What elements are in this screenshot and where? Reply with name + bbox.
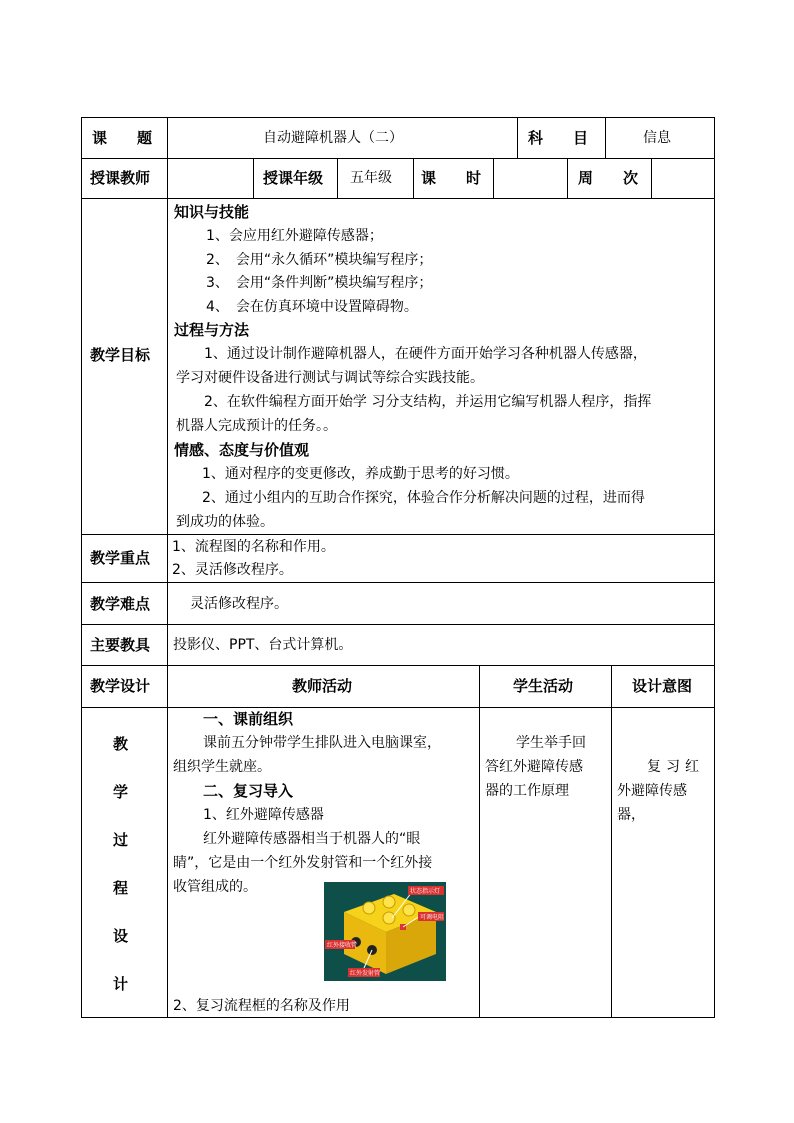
difficulty-label: 教学难点 <box>90 595 151 613</box>
process-item-2-line2: 机器人完成预计的任务。。 <box>176 418 337 434</box>
key-point-2: 2、灵活修改程序。 <box>172 562 293 578</box>
teacher-label: 授课教师 <box>90 169 151 187</box>
hours-label: 课 时 <box>421 169 482 187</box>
intent-line3: 器， <box>617 807 645 823</box>
sensor-photo <box>324 882 446 981</box>
side-char: 过 <box>113 831 129 849</box>
teacher-activity-header: 教师活动 <box>292 677 353 695</box>
side-char: 计 <box>113 975 129 993</box>
knowledge-item-2: 2、 会用“永久循环”模块编写程序； <box>206 252 433 268</box>
week-label: 周 次 <box>578 169 639 187</box>
knowledge-item-1: 1、会应用红外避障传感器； <box>206 228 383 244</box>
key-point-1: 1、流程图的名称和作用。 <box>172 539 335 555</box>
section-2-item: 1、红外避障传感器 <box>203 807 324 823</box>
col-line <box>493 158 494 198</box>
process-heading: 过程与方法 <box>174 321 250 339</box>
table-border-top <box>81 117 715 118</box>
col-line <box>167 117 168 1018</box>
table-border-right <box>714 117 715 1018</box>
side-char: 学 <box>113 783 129 801</box>
label-ir-receiver: 红外接收管 <box>327 942 358 949</box>
knowledge-item-4: 4、 会在仿真环境中设置障碍物。 <box>206 299 418 315</box>
design-label: 教学设计 <box>90 677 151 695</box>
section-1-heading: 一、课前组织 <box>203 710 294 728</box>
section-2-heading: 二、复习导入 <box>203 782 294 800</box>
row-line <box>81 534 715 535</box>
objectives-label: 教学目标 <box>90 346 151 364</box>
col-line <box>651 158 652 198</box>
review-flowchart-text: 2、复习流程框的名称及作用 <box>173 998 350 1014</box>
row-line <box>81 582 715 583</box>
emotion-item-1: 1、通对程序的变更修改，养成勤于思考的好习惯。 <box>202 466 519 482</box>
table-border-bottom <box>81 1017 715 1018</box>
design-intent-header: 设计意图 <box>632 677 693 695</box>
student-line3: 器的工作原理 <box>485 783 569 799</box>
intent-line2: 外避障传感 <box>617 783 687 799</box>
row-line <box>81 624 715 625</box>
col-line <box>253 158 254 198</box>
row-line <box>81 665 715 666</box>
grade-label: 授课年级 <box>263 169 324 187</box>
section-1-line1: 课前五分钟带学生排队进入电脑课室， <box>203 735 441 751</box>
topic-value: 自动避障机器人（二） <box>263 130 403 146</box>
process-item-1-line1: 1、通过设计制作避障机器人，在硬件方面开始学习各种机器人传感器， <box>204 346 647 362</box>
tools-text: 投影仪、PPT、台式计算机。 <box>173 637 353 653</box>
subject-label: 科 目 <box>528 129 589 147</box>
emotion-item-2-line1: 2、通过小组内的互助合作探究，体验合作分析解决问题的过程，进而得 <box>202 490 645 506</box>
knowledge-item-3: 3、 会用“条件判断”模块编写程序； <box>206 275 433 291</box>
col-line <box>567 158 568 198</box>
col-line <box>611 665 612 1018</box>
label-adjustable-resistor: 可调电阻 <box>420 914 445 921</box>
side-char: 程 <box>113 879 129 897</box>
topic-label: 课 题 <box>92 129 153 147</box>
tools-label: 主要教具 <box>90 636 151 654</box>
knowledge-heading: 知识与技能 <box>174 203 250 221</box>
subject-value: 信息 <box>643 130 671 146</box>
side-char: 设 <box>113 927 129 945</box>
process-item-2-line1: 2、在软件编程方面开始学 习分支结构，并运用它编写机器人程序，指挥 <box>204 394 652 410</box>
row-line <box>81 707 715 708</box>
col-line <box>605 117 606 158</box>
sensor-illustration <box>324 882 446 981</box>
student-activity-header: 学生活动 <box>513 677 574 695</box>
col-line <box>517 117 518 158</box>
col-line <box>337 158 338 198</box>
section-2-text3: 收管组成的。 <box>173 879 257 895</box>
intent-line1: 复习红 <box>647 759 704 775</box>
key-points-label: 教学重点 <box>90 549 151 567</box>
label-ir-emitter: 红外发射管 <box>350 970 381 977</box>
process-item-1-line2: 学习对硬件设备进行测试与调试等综合实践技能。 <box>176 370 484 386</box>
student-line1: 学生举手回 <box>516 735 586 751</box>
row-line <box>81 158 715 159</box>
grade-value: 五年级 <box>350 170 392 186</box>
col-line <box>413 158 414 198</box>
row-line <box>81 198 715 199</box>
table-border-left <box>81 117 82 1018</box>
section-2-text2: 睛”，它是由一个红外发射管和一个红外接 <box>173 855 433 871</box>
col-line <box>479 665 480 1018</box>
emotion-heading: 情感、态度与价值观 <box>174 441 310 459</box>
section-2-text1: 红外避障传感器相当于机器人的“眼 <box>203 831 421 847</box>
section-1-line2: 组织学生就座。 <box>173 759 271 775</box>
side-char: 教 <box>113 735 129 753</box>
label-status-led: 状态指示灯 <box>410 888 441 895</box>
difficulty-text: 灵活修改程序。 <box>190 596 288 612</box>
student-line2: 答红外避障传感 <box>485 759 583 775</box>
emotion-item-2-line2: 到成功的体验。 <box>176 514 274 530</box>
